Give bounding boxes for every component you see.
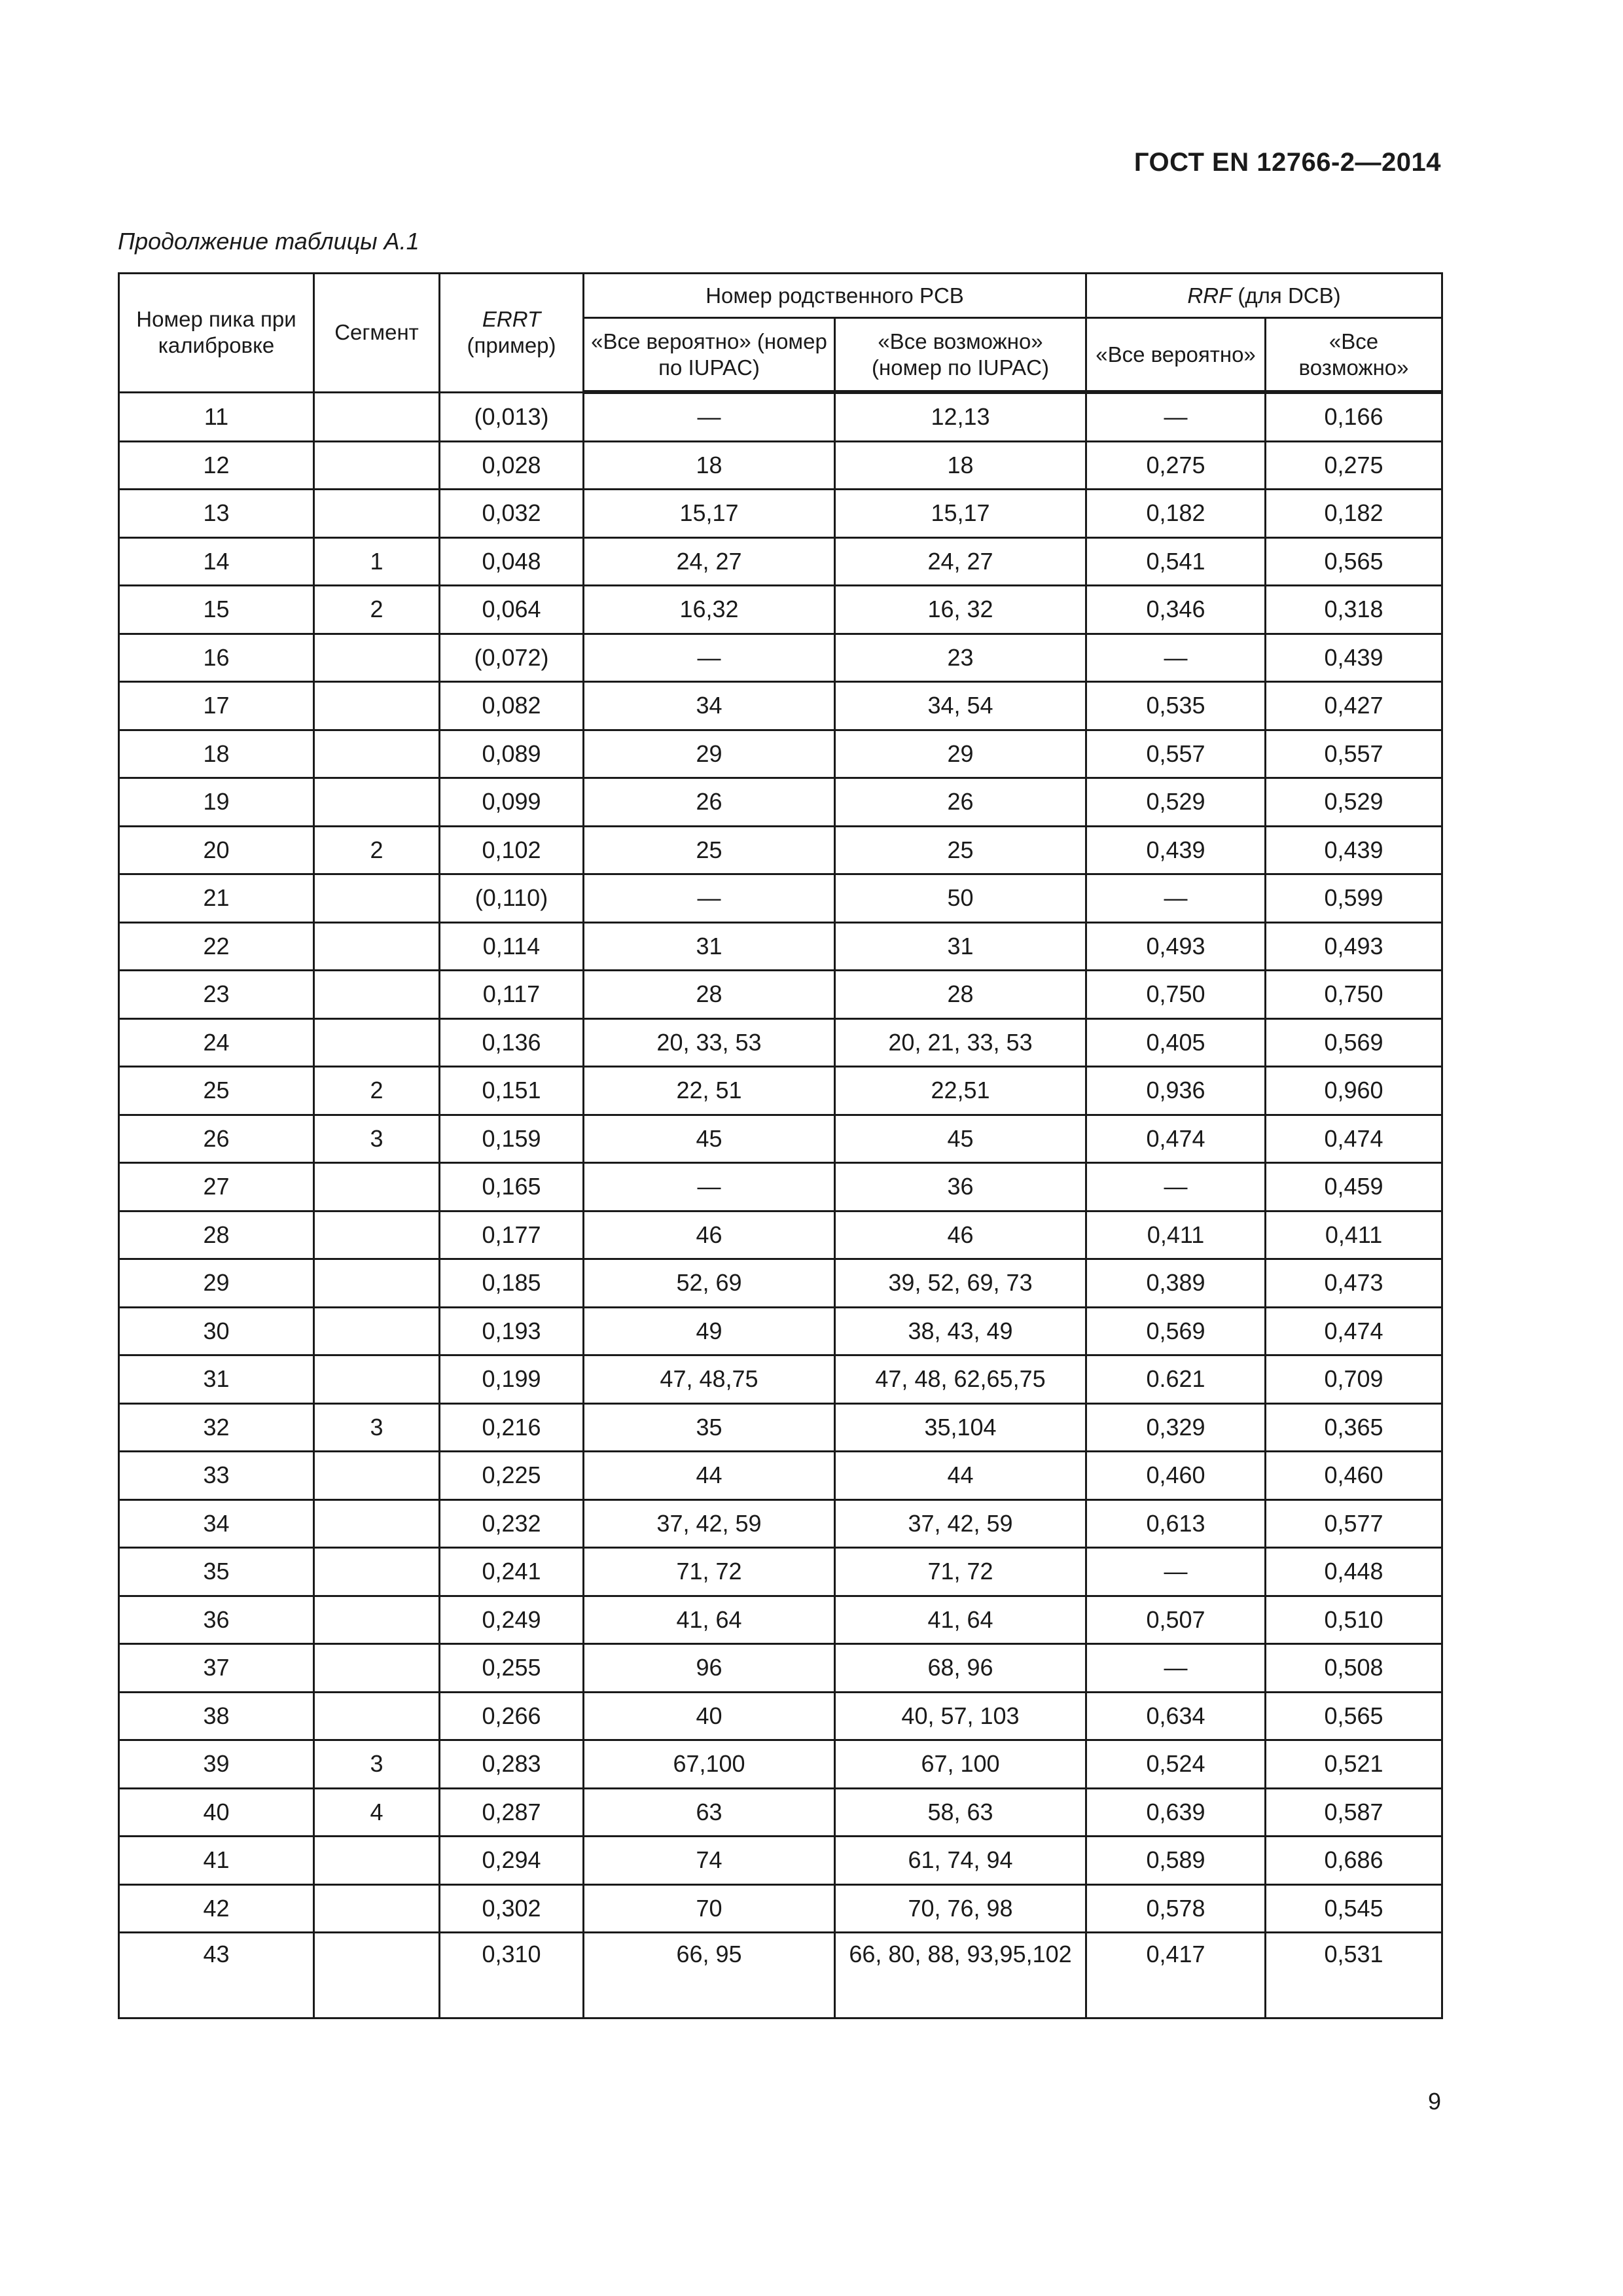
cell-rrf-possible: 0,473: [1266, 1259, 1442, 1308]
table-row: [119, 1788, 1442, 1837]
table-row: [119, 1452, 1442, 1500]
cell-all-likely-pcb: 45: [584, 1115, 835, 1163]
cell-rrf-likely: 0,329: [1086, 1403, 1266, 1452]
cell-rrf-likely: 0,936: [1086, 1067, 1266, 1115]
cell-all-likely-pcb: 46: [584, 1211, 835, 1259]
table-row: [119, 778, 1442, 827]
page-number: 9: [1427, 2088, 1441, 2115]
cell-peak-number: 43: [119, 1933, 314, 2018]
table-row: [119, 1403, 1442, 1452]
cell-peak-number: 13: [119, 490, 314, 538]
cell-rrf-possible: 0,318: [1266, 586, 1442, 634]
cell-rrf-likely: 0,405: [1086, 1018, 1266, 1067]
cell-segment: [314, 1211, 440, 1259]
table-row: [119, 1018, 1442, 1067]
cell-rrf-possible: 0,474: [1266, 1115, 1442, 1163]
cell-all-possible-pcb: 71, 72: [835, 1548, 1086, 1596]
table-header-row: [119, 274, 1442, 318]
table-row: [119, 1163, 1442, 1211]
cell-rrf-likely: —: [1086, 1644, 1266, 1693]
cell-rrf-likely: 0,439: [1086, 826, 1266, 874]
cell-all-likely-pcb: 74: [584, 1837, 835, 1885]
cell-rrf-possible: 0,439: [1266, 826, 1442, 874]
table-row: [119, 1596, 1442, 1644]
cell-segment: [314, 874, 440, 923]
cell-rrf-possible: 0,565: [1266, 537, 1442, 586]
cell-peak-number: 11: [119, 392, 314, 441]
table-row: [119, 682, 1442, 730]
cell-peak-number: 42: [119, 1884, 314, 1933]
cell-all-possible-pcb: 18: [835, 441, 1086, 490]
cell-segment: 2: [314, 1067, 440, 1115]
cell-segment: 3: [314, 1740, 440, 1789]
cell-peak-number: 41: [119, 1837, 314, 1885]
cell-segment: [314, 1884, 440, 1933]
cell-rrf-likely: 0,417: [1086, 1933, 1266, 2018]
table-row: [119, 1499, 1442, 1548]
cell-all-possible-pcb: 70, 76, 98: [835, 1884, 1086, 1933]
cell-segment: [314, 778, 440, 827]
header-rrf-note: (для DCB): [1232, 283, 1341, 308]
table-row: [119, 1884, 1442, 1933]
cell-rrf-likely: 0,493: [1086, 922, 1266, 971]
cell-rrf-possible: 0,510: [1266, 1596, 1442, 1644]
cell-rrf-likely: 0,529: [1086, 778, 1266, 827]
cell-peak-number: 21: [119, 874, 314, 923]
cell-all-likely-pcb: 70: [584, 1884, 835, 1933]
subheader-all-possible-pcb: «Все возможно» (номер по IUPAC): [835, 318, 1086, 393]
cell-segment: 3: [314, 1403, 440, 1452]
cell-peak-number: 37: [119, 1644, 314, 1693]
cell-rrf-possible: 0,493: [1266, 922, 1442, 971]
header-errt: [440, 274, 584, 393]
cell-all-possible-pcb: 22,51: [835, 1067, 1086, 1115]
cell-rrf-likely: 0,182: [1086, 490, 1266, 538]
cell-all-possible-pcb: 15,17: [835, 490, 1086, 538]
cell-rrf-possible: 0,448: [1266, 1548, 1442, 1596]
subheader-all-likely-rrf: «Все вероятно»: [1086, 318, 1266, 393]
cell-rrf-possible: 0,182: [1266, 490, 1442, 538]
subheader-all-possible-rrf: «Все возможно»: [1266, 318, 1442, 393]
cell-segment: [314, 1018, 440, 1067]
cell-rrf-likely: 0,524: [1086, 1740, 1266, 1789]
cell-peak-number: 30: [119, 1307, 314, 1355]
cell-peak-number: 27: [119, 1163, 314, 1211]
header-errt-name: ERRT: [482, 307, 541, 332]
cell-segment: [314, 1163, 440, 1211]
cell-all-possible-pcb: 36: [835, 1163, 1086, 1211]
cell-rrf-possible: 0,439: [1266, 634, 1442, 682]
cell-errt: 0,117: [440, 971, 584, 1019]
cell-rrf-possible: 0,557: [1266, 730, 1442, 778]
table-row: [119, 730, 1442, 778]
cell-all-likely-pcb: 96: [584, 1644, 835, 1693]
cell-peak-number: 33: [119, 1452, 314, 1500]
table-row: [119, 826, 1442, 874]
cell-errt: 0,102: [440, 826, 584, 874]
cell-rrf-possible: 0,166: [1266, 392, 1442, 441]
cell-segment: [314, 1355, 440, 1404]
cell-rrf-possible: 0,565: [1266, 1692, 1442, 1740]
cell-all-possible-pcb: 41, 64: [835, 1596, 1086, 1644]
cell-peak-number: 38: [119, 1692, 314, 1740]
cell-errt: 0,255: [440, 1644, 584, 1693]
cell-all-possible-pcb: 28: [835, 971, 1086, 1019]
cell-rrf-likely: 0,569: [1086, 1307, 1266, 1355]
table-row: [119, 441, 1442, 490]
cell-errt: 0,082: [440, 682, 584, 730]
cell-errt: 0,032: [440, 490, 584, 538]
table-row: [119, 1355, 1442, 1404]
cell-rrf-likely: —: [1086, 634, 1266, 682]
cell-segment: [314, 682, 440, 730]
cell-all-likely-pcb: 66, 95: [584, 1933, 835, 2018]
cell-rrf-likely: 0,507: [1086, 1596, 1266, 1644]
cell-errt: 0,232: [440, 1499, 584, 1548]
cell-segment: [314, 392, 440, 441]
cell-all-likely-pcb: —: [584, 1163, 835, 1211]
cell-all-possible-pcb: 29: [835, 730, 1086, 778]
cell-segment: [314, 1596, 440, 1644]
cell-rrf-likely: 0,557: [1086, 730, 1266, 778]
cell-all-possible-pcb: 68, 96: [835, 1644, 1086, 1693]
cell-all-likely-pcb: 29: [584, 730, 835, 778]
cell-all-possible-pcb: 35,104: [835, 1403, 1086, 1452]
cell-rrf-possible: 0,709: [1266, 1355, 1442, 1404]
cell-peak-number: 16: [119, 634, 314, 682]
cell-all-possible-pcb: 38, 43, 49: [835, 1307, 1086, 1355]
cell-all-likely-pcb: 15,17: [584, 490, 835, 538]
cell-errt: 0,064: [440, 586, 584, 634]
table-row: [119, 634, 1442, 682]
cell-segment: 2: [314, 826, 440, 874]
standard-code-header: ГОСТ EN 12766-2—2014: [1133, 148, 1441, 177]
table-row: [119, 392, 1442, 441]
cell-all-possible-pcb: 16, 32: [835, 586, 1086, 634]
cell-segment: [314, 1837, 440, 1885]
cell-all-likely-pcb: 25: [584, 826, 835, 874]
cell-peak-number: 32: [119, 1403, 314, 1452]
cell-segment: [314, 922, 440, 971]
cell-all-likely-pcb: 49: [584, 1307, 835, 1355]
pcb-calibration-table: [118, 272, 1443, 2019]
cell-peak-number: 31: [119, 1355, 314, 1404]
table-continuation-label: Продолжение таблицы А.1: [118, 228, 419, 255]
cell-all-possible-pcb: 46: [835, 1211, 1086, 1259]
cell-rrf-likely: —: [1086, 874, 1266, 923]
cell-all-likely-pcb: 28: [584, 971, 835, 1019]
cell-rrf-possible: 0,460: [1266, 1452, 1442, 1500]
cell-errt: (0,072): [440, 634, 584, 682]
cell-errt: 0,241: [440, 1548, 584, 1596]
cell-rrf-likely: 0,389: [1086, 1259, 1266, 1308]
cell-segment: 1: [314, 537, 440, 586]
cell-rrf-likely: 0,639: [1086, 1788, 1266, 1837]
header-rrf-name: RRF: [1187, 283, 1232, 308]
cell-rrf-possible: 0,427: [1266, 682, 1442, 730]
cell-segment: [314, 1644, 440, 1693]
cell-all-likely-pcb: 40: [584, 1692, 835, 1740]
cell-errt: 0,177: [440, 1211, 584, 1259]
cell-all-likely-pcb: 31: [584, 922, 835, 971]
cell-segment: [314, 1259, 440, 1308]
cell-rrf-possible: 0,508: [1266, 1644, 1442, 1693]
cell-rrf-possible: 0,531: [1266, 1933, 1442, 2018]
cell-errt: 0,199: [440, 1355, 584, 1404]
cell-all-likely-pcb: 41, 64: [584, 1596, 835, 1644]
cell-peak-number: 14: [119, 537, 314, 586]
table-row: [119, 922, 1442, 971]
cell-all-likely-pcb: 44: [584, 1452, 835, 1500]
cell-rrf-likely: 0,589: [1086, 1837, 1266, 1885]
cell-all-likely-pcb: 35: [584, 1403, 835, 1452]
cell-rrf-likely: 0,634: [1086, 1692, 1266, 1740]
cell-rrf-possible: 0,529: [1266, 778, 1442, 827]
cell-errt: 0,216: [440, 1403, 584, 1452]
cell-errt: 0,048: [440, 537, 584, 586]
table-row: [119, 1211, 1442, 1259]
cell-all-likely-pcb: 20, 33, 53: [584, 1018, 835, 1067]
cell-peak-number: 26: [119, 1115, 314, 1163]
cell-peak-number: 36: [119, 1596, 314, 1644]
cell-peak-number: 17: [119, 682, 314, 730]
table-row: [119, 537, 1442, 586]
cell-errt: 0,287: [440, 1788, 584, 1837]
cell-segment: [314, 1499, 440, 1548]
subheader-all-likely-pcb: «Все вероятно» (номер по IUPAC): [584, 318, 835, 393]
cell-rrf-likely: —: [1086, 1163, 1266, 1211]
header-related-pcb: Номер родственного PCB: [584, 274, 1086, 318]
cell-rrf-possible: 0,474: [1266, 1307, 1442, 1355]
cell-peak-number: 40: [119, 1788, 314, 1837]
cell-errt: 0,193: [440, 1307, 584, 1355]
header-errt-note: (пример): [467, 333, 556, 358]
cell-all-possible-pcb: 24, 27: [835, 537, 1086, 586]
cell-errt: 0,283: [440, 1740, 584, 1789]
cell-all-possible-pcb: 47, 48, 62,65,75: [835, 1355, 1086, 1404]
cell-rrf-possible: 0,587: [1266, 1788, 1442, 1837]
cell-peak-number: 28: [119, 1211, 314, 1259]
cell-segment: [314, 1548, 440, 1596]
cell-rrf-possible: 0,750: [1266, 971, 1442, 1019]
cell-errt: 0,249: [440, 1596, 584, 1644]
cell-all-possible-pcb: 66, 80, 88, 93,95,102: [835, 1933, 1086, 2018]
cell-rrf-likely: 0,578: [1086, 1884, 1266, 1933]
cell-errt: 0,028: [440, 441, 584, 490]
cell-all-possible-pcb: 26: [835, 778, 1086, 827]
cell-rrf-likely: 0,474: [1086, 1115, 1266, 1163]
cell-rrf-possible: 0,459: [1266, 1163, 1442, 1211]
cell-segment: 3: [314, 1115, 440, 1163]
cell-peak-number: 18: [119, 730, 314, 778]
cell-all-likely-pcb: 18: [584, 441, 835, 490]
cell-segment: 2: [314, 586, 440, 634]
table-row: [119, 1548, 1442, 1596]
table-row: [119, 490, 1442, 538]
cell-peak-number: 34: [119, 1499, 314, 1548]
cell-errt: 0,114: [440, 922, 584, 971]
cell-segment: [314, 1307, 440, 1355]
cell-all-possible-pcb: 61, 74, 94: [835, 1837, 1086, 1885]
table-row: [119, 1067, 1442, 1115]
cell-all-likely-pcb: 34: [584, 682, 835, 730]
cell-all-likely-pcb: 67,100: [584, 1740, 835, 1789]
cell-rrf-likely: 0,750: [1086, 971, 1266, 1019]
cell-all-likely-pcb: 22, 51: [584, 1067, 835, 1115]
cell-errt: 0,266: [440, 1692, 584, 1740]
cell-rrf-likely: 0.621: [1086, 1355, 1266, 1404]
cell-errt: 0,136: [440, 1018, 584, 1067]
table-body: [119, 392, 1442, 2018]
cell-segment: [314, 1692, 440, 1740]
table-row: [119, 1115, 1442, 1163]
cell-all-possible-pcb: 40, 57, 103: [835, 1692, 1086, 1740]
cell-segment: [314, 634, 440, 682]
cell-all-likely-pcb: 63: [584, 1788, 835, 1837]
cell-peak-number: 24: [119, 1018, 314, 1067]
table-row: [119, 1740, 1442, 1789]
cell-rrf-possible: 0,275: [1266, 441, 1442, 490]
cell-all-possible-pcb: 20, 21, 33, 53: [835, 1018, 1086, 1067]
cell-rrf-possible: 0,686: [1266, 1837, 1442, 1885]
cell-rrf-likely: 0,411: [1086, 1211, 1266, 1259]
table-row: [119, 1837, 1442, 1885]
cell-segment: [314, 441, 440, 490]
cell-all-likely-pcb: 26: [584, 778, 835, 827]
cell-rrf-possible: 0,521: [1266, 1740, 1442, 1789]
cell-all-likely-pcb: 71, 72: [584, 1548, 835, 1596]
cell-rrf-likely: —: [1086, 392, 1266, 441]
cell-rrf-possible: 0,599: [1266, 874, 1442, 923]
cell-errt: 0,225: [440, 1452, 584, 1500]
cell-all-likely-pcb: —: [584, 392, 835, 441]
cell-rrf-likely: 0,541: [1086, 537, 1266, 586]
cell-segment: [314, 1452, 440, 1500]
table-row: [119, 1933, 1442, 2018]
cell-rrf-likely: 0,535: [1086, 682, 1266, 730]
cell-all-possible-pcb: 67, 100: [835, 1740, 1086, 1789]
cell-peak-number: 25: [119, 1067, 314, 1115]
cell-peak-number: 39: [119, 1740, 314, 1789]
cell-peak-number: 29: [119, 1259, 314, 1308]
cell-all-likely-pcb: —: [584, 874, 835, 923]
cell-all-possible-pcb: 37, 42, 59: [835, 1499, 1086, 1548]
cell-segment: [314, 971, 440, 1019]
cell-errt: (0,110): [440, 874, 584, 923]
cell-all-possible-pcb: 12,13: [835, 392, 1086, 441]
cell-all-possible-pcb: 39, 52, 69, 73: [835, 1259, 1086, 1308]
header-segment: Сегмент: [314, 274, 440, 393]
cell-peak-number: 12: [119, 441, 314, 490]
cell-errt: 0,159: [440, 1115, 584, 1163]
cell-all-likely-pcb: 16,32: [584, 586, 835, 634]
cell-all-likely-pcb: 52, 69: [584, 1259, 835, 1308]
cell-errt: 0,089: [440, 730, 584, 778]
cell-errt: (0,013): [440, 392, 584, 441]
table-row: [119, 1644, 1442, 1693]
cell-all-possible-pcb: 34, 54: [835, 682, 1086, 730]
cell-rrf-possible: 0,365: [1266, 1403, 1442, 1452]
cell-all-possible-pcb: 23: [835, 634, 1086, 682]
table-row: [119, 1259, 1442, 1308]
cell-rrf-possible: 0,960: [1266, 1067, 1442, 1115]
cell-rrf-likely: 0,613: [1086, 1499, 1266, 1548]
cell-errt: 0,099: [440, 778, 584, 827]
cell-peak-number: 20: [119, 826, 314, 874]
header-peak-number: Номер пика при калибровке: [119, 274, 314, 393]
cell-all-possible-pcb: 45: [835, 1115, 1086, 1163]
cell-peak-number: 15: [119, 586, 314, 634]
cell-segment: [314, 1933, 440, 2018]
header-rrf: [1086, 274, 1442, 318]
cell-all-possible-pcb: 58, 63: [835, 1788, 1086, 1837]
cell-rrf-likely: 0,346: [1086, 586, 1266, 634]
cell-peak-number: 23: [119, 971, 314, 1019]
cell-errt: 0,294: [440, 1837, 584, 1885]
cell-errt: 0,302: [440, 1884, 584, 1933]
cell-all-possible-pcb: 25: [835, 826, 1086, 874]
cell-segment: [314, 730, 440, 778]
cell-rrf-likely: 0,460: [1086, 1452, 1266, 1500]
cell-all-likely-pcb: 24, 27: [584, 537, 835, 586]
cell-rrf-likely: —: [1086, 1548, 1266, 1596]
cell-all-possible-pcb: 31: [835, 922, 1086, 971]
table-row: [119, 586, 1442, 634]
table-row: [119, 971, 1442, 1019]
cell-all-likely-pcb: —: [584, 634, 835, 682]
cell-all-possible-pcb: 44: [835, 1452, 1086, 1500]
table-row: [119, 1307, 1442, 1355]
cell-all-likely-pcb: 47, 48,75: [584, 1355, 835, 1404]
cell-peak-number: 22: [119, 922, 314, 971]
cell-errt: 0,185: [440, 1259, 584, 1308]
table-row: [119, 874, 1442, 923]
cell-rrf-possible: 0,569: [1266, 1018, 1442, 1067]
cell-segment: 4: [314, 1788, 440, 1837]
cell-rrf-likely: 0,275: [1086, 441, 1266, 490]
cell-rrf-possible: 0,545: [1266, 1884, 1442, 1933]
cell-all-possible-pcb: 50: [835, 874, 1086, 923]
cell-errt: 0,310: [440, 1933, 584, 2018]
cell-segment: [314, 490, 440, 538]
cell-errt: 0,165: [440, 1163, 584, 1211]
cell-rrf-possible: 0,577: [1266, 1499, 1442, 1548]
cell-errt: 0,151: [440, 1067, 584, 1115]
cell-peak-number: 35: [119, 1548, 314, 1596]
cell-all-likely-pcb: 37, 42, 59: [584, 1499, 835, 1548]
table-row: [119, 1692, 1442, 1740]
cell-peak-number: 19: [119, 778, 314, 827]
cell-rrf-possible: 0,411: [1266, 1211, 1442, 1259]
